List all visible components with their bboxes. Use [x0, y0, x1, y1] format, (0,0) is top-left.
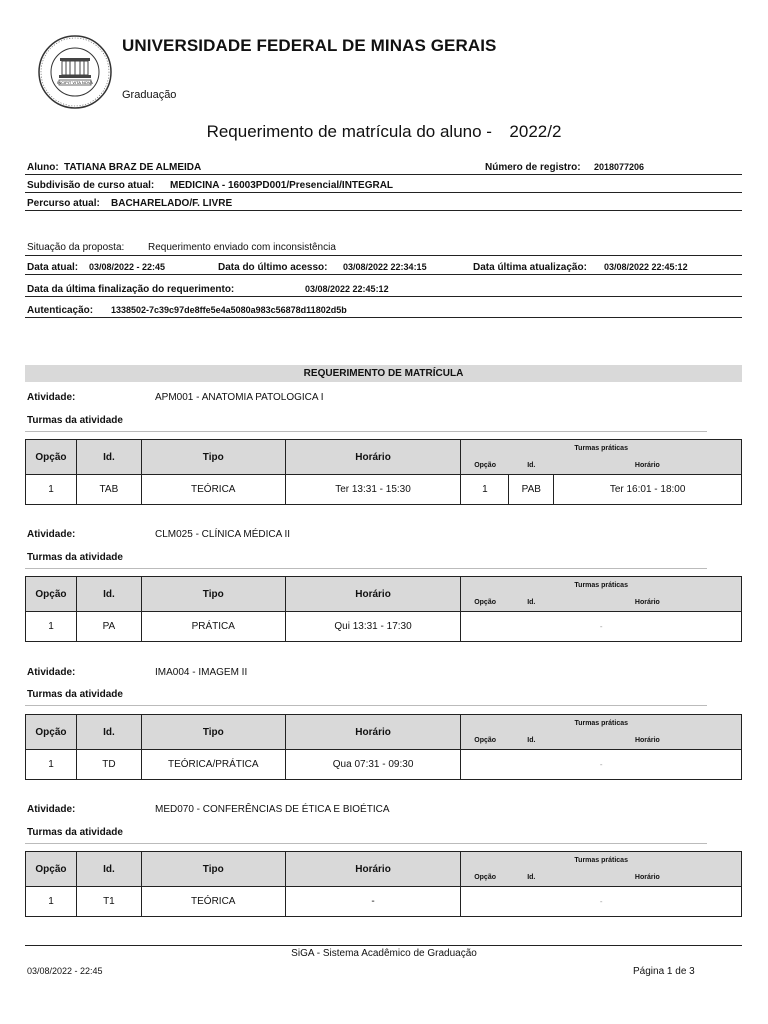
university-seal — [37, 34, 113, 110]
atividade-label: Atividade: — [27, 667, 76, 678]
cell-p-horario: Ter 16:01 - 18:00 — [554, 475, 742, 505]
divider — [25, 431, 707, 432]
divider — [25, 705, 707, 706]
col-tipo: Tipo — [141, 577, 285, 612]
finalizacao-label: Data da última finalização do requerimento: — [27, 284, 235, 295]
sub-horario: Horário — [554, 732, 742, 750]
atividade-label: Atividade: — [27, 392, 76, 403]
atividade-label: Atividade: — [27, 804, 76, 815]
aluno-value: TATIANA BRAZ DE ALMEIDA — [64, 162, 202, 173]
sub-opcao: Opção — [461, 594, 509, 612]
cell-tipo: TEÓRICA/PRÁTICA — [141, 750, 285, 780]
title-text: Requerimento de matrícula do aluno - — [206, 122, 492, 141]
atividade-name: IMA004 - IMAGEM II — [155, 667, 248, 678]
ultimo-acesso-value: 03/08/2022 22:34:15 — [343, 262, 427, 272]
data-atual-label: Data atual: — [27, 262, 79, 273]
turmas-table — [25, 714, 742, 780]
col-opcao: Opção — [26, 440, 77, 475]
finalizacao-value: 03/08/2022 22:45:12 — [305, 284, 389, 294]
footer-divider — [25, 945, 742, 946]
cell-praticas-empty: - — [461, 887, 742, 917]
data-atual-value: 03/08/2022 - 22:45 — [89, 262, 166, 272]
cell-horario: - — [285, 887, 461, 917]
autenticacao-label: Autenticação: — [27, 305, 94, 316]
col-praticas: Turmas práticas — [461, 715, 742, 733]
footer-system: SiGA - Sistema Acadêmico de Graduação — [291, 948, 477, 959]
divider — [25, 255, 742, 256]
sub-id: Id. — [509, 594, 554, 612]
cell-opcao: 1 — [26, 887, 77, 917]
percurso-label: Percurso atual: — [27, 198, 100, 209]
seal-motto: INCIPIT VITA NOVA — [57, 80, 93, 85]
sub-horario: Horário — [554, 594, 742, 612]
aluno-label: Aluno: — [27, 162, 59, 173]
ultima-atualizacao-label: Data última atualização: — [473, 262, 587, 273]
divider — [25, 296, 742, 297]
sub-horario: Horário — [554, 869, 742, 887]
atividade-name: CLM025 - CLÍNICA MÉDICA II — [155, 529, 291, 540]
col-id: Id. — [76, 440, 141, 475]
atividade-name: APM001 - ANATOMIA PATOLOGICA I — [155, 392, 324, 403]
cell-praticas-empty: - — [461, 612, 742, 642]
cell-id: T1 — [76, 887, 141, 917]
col-praticas: Turmas práticas — [461, 440, 742, 458]
col-opcao: Opção — [26, 715, 77, 750]
divider — [25, 174, 742, 175]
university-name: UNIVERSIDADE FEDERAL DE MINAS GERAIS — [122, 36, 497, 55]
sub-id: Id. — [509, 457, 554, 475]
situacao-value: Requerimento enviado com inconsistência — [148, 242, 336, 253]
table-row — [26, 475, 742, 505]
turmas-label: Turmas da atividade — [27, 552, 123, 563]
cell-opcao: 1 — [26, 612, 77, 642]
curso-label: Subdivisão de curso atual: — [27, 180, 155, 191]
turmas-table — [25, 851, 742, 917]
sub-opcao: Opção — [461, 457, 509, 475]
sub-id: Id. — [509, 732, 554, 750]
cell-id: PA — [76, 612, 141, 642]
col-tipo: Tipo — [141, 440, 285, 475]
table-row — [26, 887, 742, 917]
footer-timestamp: 03/08/2022 - 22:45 — [27, 966, 103, 976]
cell-opcao: 1 — [26, 475, 77, 505]
col-id: Id. — [76, 852, 141, 887]
sub-horario: Horário — [554, 457, 742, 475]
title-semester: 2022/2 — [509, 122, 562, 141]
autenticacao-value: 1338502-7c39c97de8ffe5e4a5080a983c56878d11802d5b — [111, 305, 347, 315]
cell-p-opcao: 1 — [461, 475, 509, 505]
col-horario: Horário — [285, 440, 461, 475]
turmas-label: Turmas da atividade — [27, 415, 123, 426]
col-horario: Horário — [285, 715, 461, 750]
turmas-table — [25, 439, 742, 505]
cell-tipo: TEÓRICA — [141, 475, 285, 505]
col-id: Id. — [76, 715, 141, 750]
cell-opcao: 1 — [26, 750, 77, 780]
table-header — [26, 440, 742, 458]
atividade-label: Atividade: — [27, 529, 76, 540]
divider — [25, 568, 707, 569]
cell-horario: Qui 13:31 - 17:30 — [285, 612, 461, 642]
divider — [25, 210, 742, 211]
ultima-atualizacao-value: 03/08/2022 22:45:12 — [604, 262, 688, 272]
col-opcao: Opção — [26, 852, 77, 887]
footer-page: Página 1 de 3 — [633, 966, 695, 977]
cell-tipo: PRÁTICA — [141, 612, 285, 642]
sub-opcao: Opção — [461, 869, 509, 887]
col-tipo: Tipo — [141, 852, 285, 887]
ultimo-acesso-label: Data do último acesso: — [218, 262, 328, 273]
registro-value: 2018077206 — [594, 162, 645, 172]
cell-id: TD — [76, 750, 141, 780]
atividade-name: MED070 - CONFERÊNCIAS DE ÉTICA E BIOÉTICA — [155, 804, 390, 815]
cell-p-id: PAB — [509, 475, 554, 505]
divider — [25, 317, 742, 318]
divider — [25, 843, 707, 844]
col-tipo: Tipo — [141, 715, 285, 750]
divider — [25, 192, 742, 193]
turmas-label: Turmas da atividade — [27, 689, 123, 700]
turmas-label: Turmas da atividade — [27, 827, 123, 838]
col-id: Id. — [76, 577, 141, 612]
percurso-value: BACHARELADO/F. LIVRE — [111, 198, 233, 209]
col-praticas: Turmas práticas — [461, 577, 742, 595]
col-horario: Horário — [285, 852, 461, 887]
section-title: REQUERIMENTO DE MATRÍCULA — [25, 365, 742, 382]
sub-id: Id. — [509, 869, 554, 887]
table-row — [26, 612, 742, 642]
col-praticas: Turmas práticas — [461, 852, 742, 870]
cell-horario: Qua 07:31 - 09:30 — [285, 750, 461, 780]
registro-label: Número de registro: — [485, 162, 581, 173]
col-opcao: Opção — [26, 577, 77, 612]
page-title — [0, 122, 768, 142]
col-horario: Horário — [285, 577, 461, 612]
cell-id: TAB — [76, 475, 141, 505]
divider — [25, 274, 742, 275]
unit-name: Graduação — [122, 89, 177, 101]
cell-tipo: TEÓRICA — [141, 887, 285, 917]
cell-horario: Ter 13:31 - 15:30 — [285, 475, 461, 505]
situacao-label: Situação da proposta: — [27, 242, 125, 253]
table-row — [26, 750, 742, 780]
turmas-table — [25, 576, 742, 642]
sub-opcao: Opção — [461, 732, 509, 750]
curso-value: MEDICINA - 16003PD001/Presencial/INTEGRAL — [170, 180, 394, 191]
cell-praticas-empty: - — [461, 750, 742, 780]
